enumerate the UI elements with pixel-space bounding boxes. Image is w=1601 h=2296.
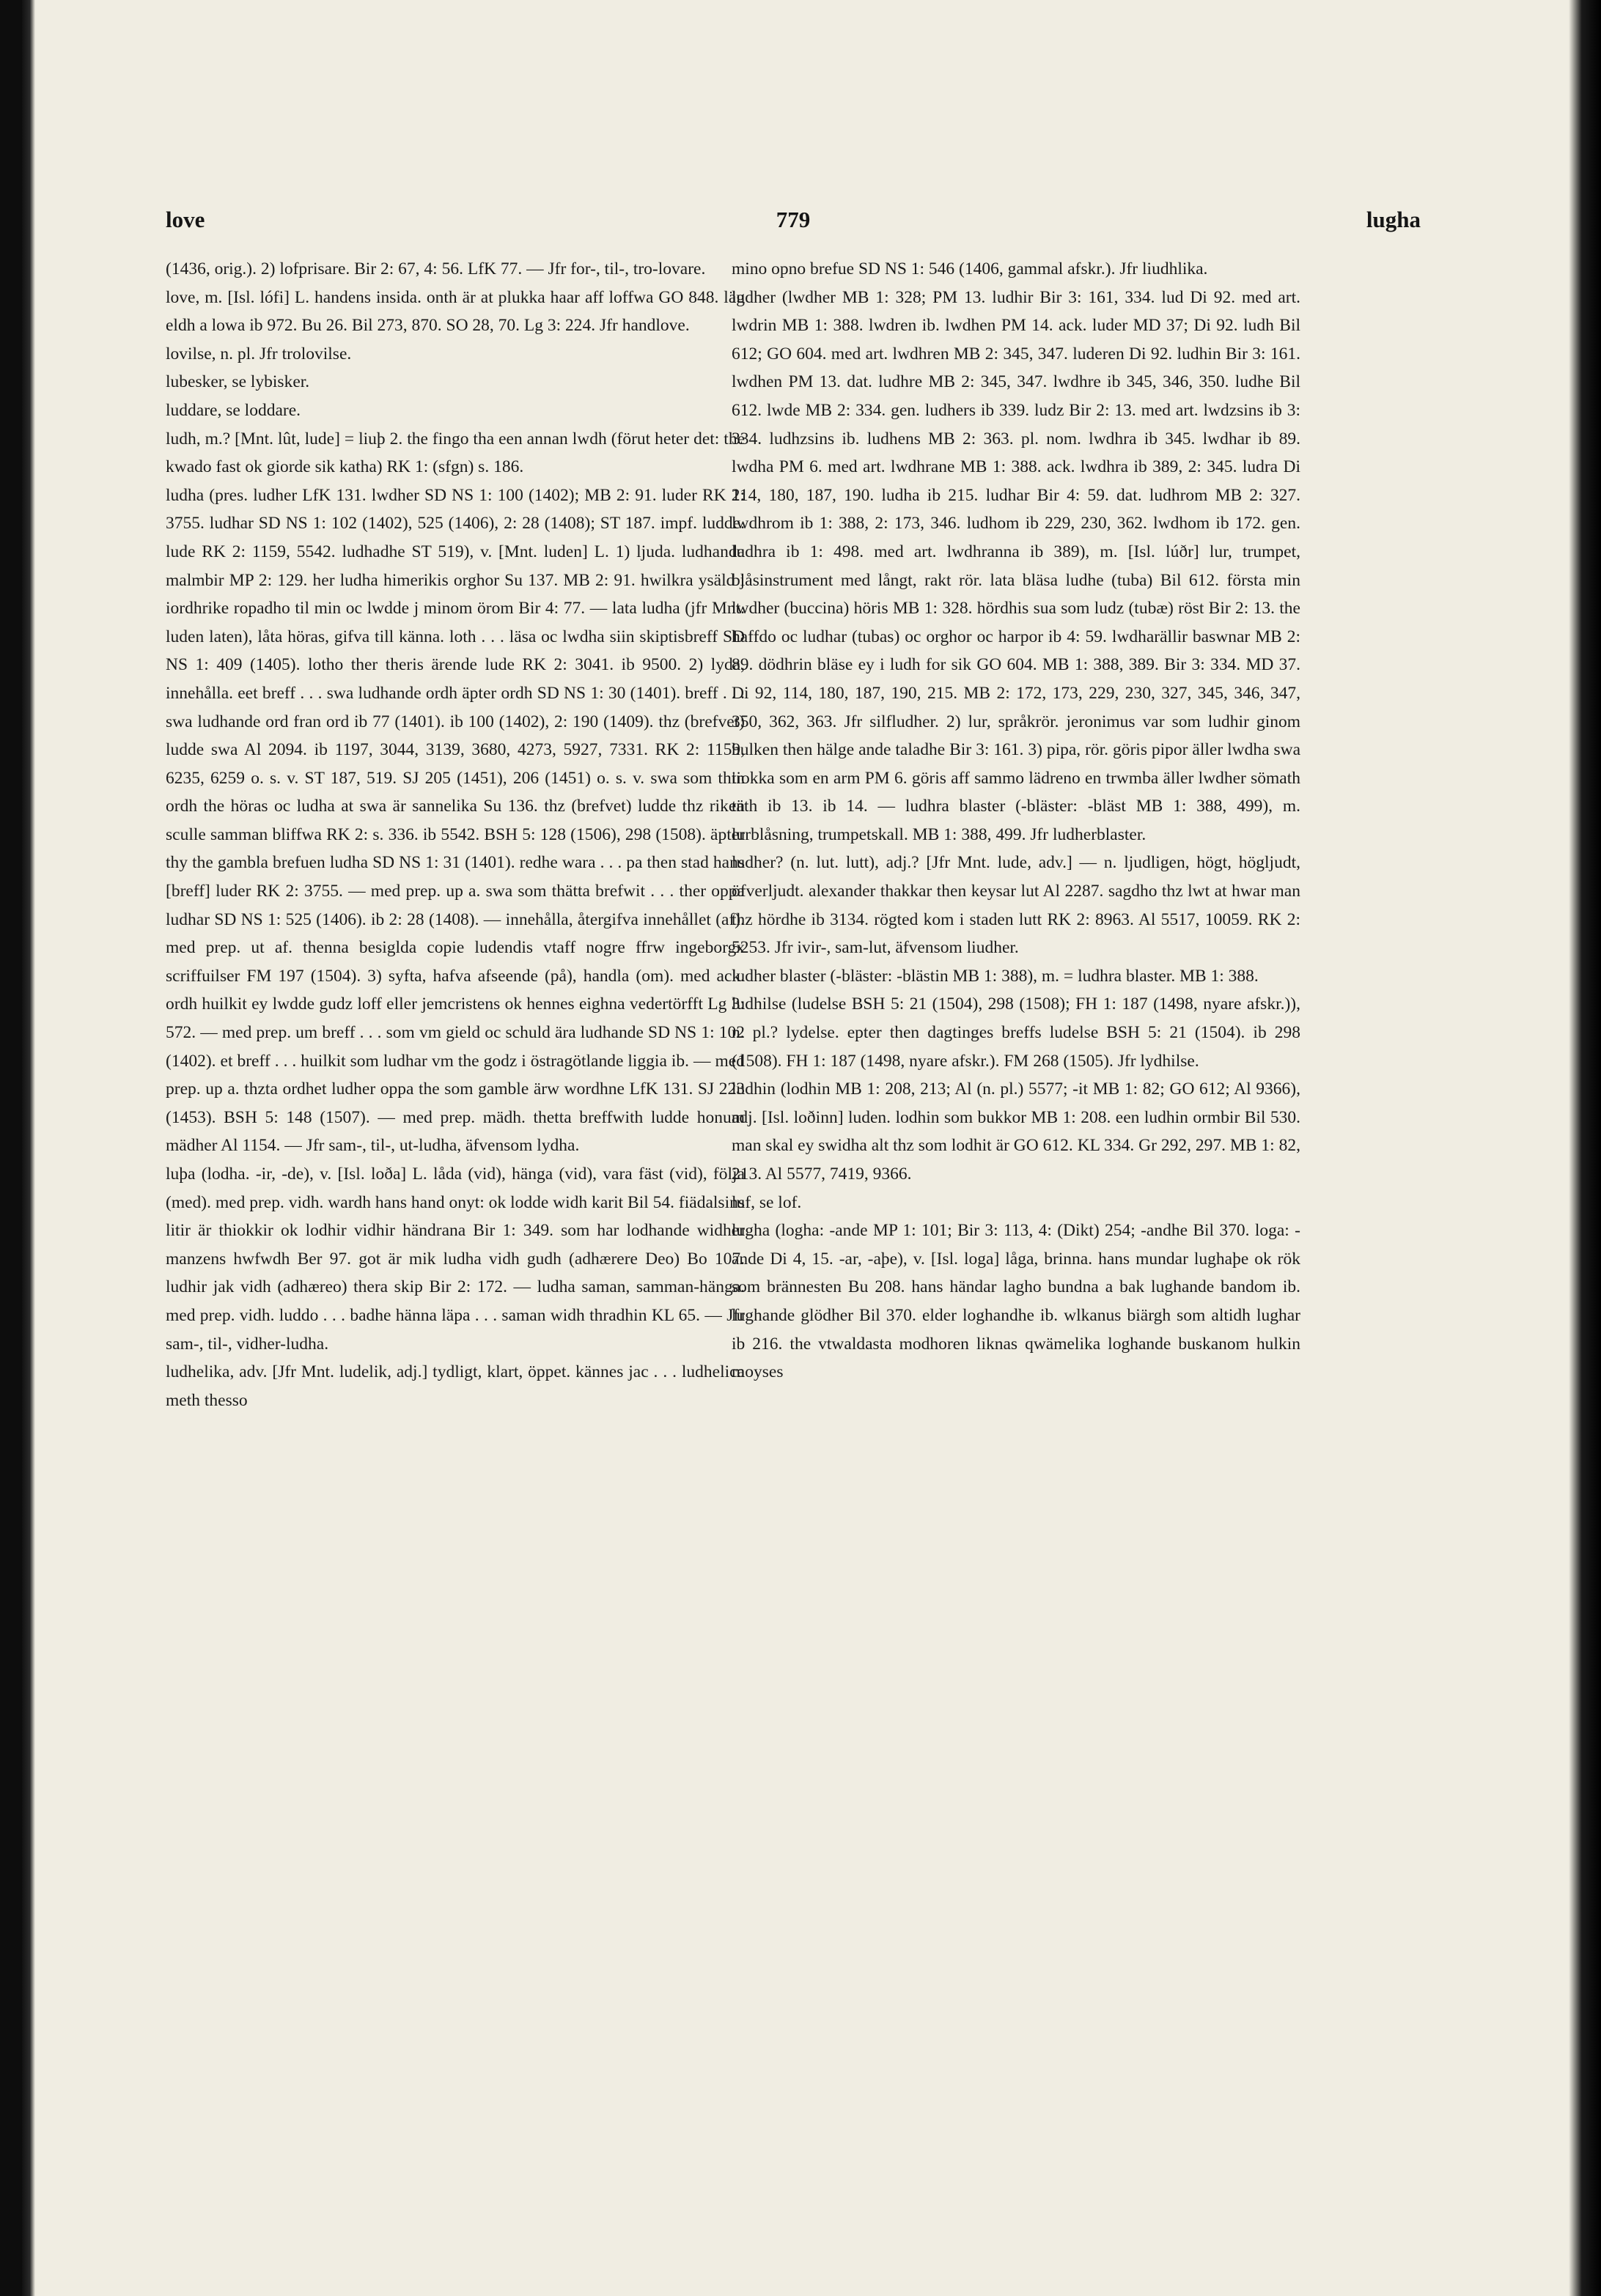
entry: ludha (pres. ludher LfK 131. lwdher SD NS 1: 100 (1402); MB 2: 91. luder RK 2: 3755. ludhar SD NS 1: 102 (1402), 525 (1406), 2: 28 (1408); ST 187. impf. ludde. lude RK 2: 1159, 5542. ludhadhe ST 519), v. [Mnt. luden] L. 1) ljuda. ludhanda malmbir MP 2: 129. her ludha himerikis orghor Su 137. MB 2: 91. hwilkra ysäld j iordhrike ropadho til min oc lwdde j minom örom Bir 4: 77. — lata ludha (jfr Mnt. luden laten), låta höras, gifva till känna. loth . . . läsa oc lwdha siin skiptisbreff SD NS 1: 409 (1405). lotho ther theris ärende lude RK 2: 3041. ib 9500. 2) lyda, innehålla. eet breff . . . swa ludhande ordh äpter ordh SD NS 1: 30 (1401). breff . . . swa ludhande ord fran ord ib 77 (1401). ib 100 (1402), 2: 190 (1409). thz (brefvet) ludde swa Al 2094. ib 1197, 3044, 3139, 3680, 4273, 5927, 7331. RK 2: 1159, 6235, 6259 o. s. v. ST 187, 519. SJ 205 (1451), 206 (1451) o. s. v. swa som thin ordh the höras oc ludha at swa är sannelika Su 136. thz (brefvet) ludde thz riken sculle samman bliffwa RK 2: s. 336. ib 5542. BSH 5: 128 (1506), 298 (1508). äpter thy the gambla brefuen ludha SD NS 1: 31 (1401). redhe wara . . . pa then stad hans [breff] luder RK 2: 3755. — med prep. up a. swa som thätta brefwit . . . ther oppa ludhar SD NS 1: 525 (1406). ib 2: 28 (1408). — innehålla, återgifva innehållet (af). med prep. ut af. thenna besiglda copie ludendis vtaff nogre ffrw ingeborgx scriffuilser FM 197 (1504). 3) syfta, hafva afseende (på), handla (om). med ack. ordh huilkit ey lwdde gudz loff eller jemcristens ok hennes eighna vedertörfft Lg 3: 572. — med prep. um breff . . . som vm gield oc schuld ära ludhande SD NS 1: 102 (1402). et breff . . . huilkit som ludhar vm the godz i östragötlande liggia ib. — med prep. up a. thzta ordhet ludher oppa the som gamble ärw wordhne LfK 131. SJ 223 (1453). BSH 5: 148 (1507). — med prep. mädh. thetta breffwith ludde honum mädher Al 1154. — Jfr sam-, til-, ut-ludha, äfvensom lydha. <box>166 485 745 1156</box>
page-edge-shadow <box>1569 0 1601 2296</box>
entry: ludhilse (ludelse BSH 5: 21 (1504), 298 (1508); FH 1: 187 (1498, nyare afskr.)), n. pl.? lydelse. epter then dagtinges breffs ludelse BSH 5: 21 (1504). ib 298 (1508). FH 1: 187 (1498, nyare afskr.). FM 268 (1505). Jfr lydhilse. <box>732 994 1300 1071</box>
entry: luddare, se loddare. <box>166 400 301 420</box>
left-column <box>166 255 745 1414</box>
entry: ludher? (n. lut. lutt), adj.? [Jfr Mnt. lude, adv.] — n. ljudligen, högt, högljudt, öfverljudt. alexander thakkar then keysar lut Al 2287. sagdho thz lwt at hwar man thz hördhe ib 3134. rögted kom i staden lutt RK 2: 8963. Al 5517, 10059. RK 2: 5253. Jfr ivir-, sam-lut, äfvensom liudher. <box>732 853 1300 958</box>
entry: ludher blaster (-bläster: -blästin MB 1: 388), m. = ludhra blaster. MB 1: 388. <box>732 966 1259 986</box>
entry: lugha (logha: -ande MP 1: 101; Bir 3: 113, 4: (Dikt) 254; -andhe Bil 370. loga: -ande Di 4, 15. -ar, -aþe), v. [Isl. loga] låga, brinna. hans mundar lughaþe ok rök som brännesten Bu 208. hans händar lagho bundna a bak lughande bandom ib. lughande glödher Bil 370. elder loghandhe ib. wlkanus biärgh som altidh lughar ib 216. the vtwaldasta modhoren liknas qwämelika loghande buskanom hulkin moyses <box>732 1221 1300 1382</box>
header-right-guideword: lugha <box>1366 207 1421 232</box>
entry: love, m. [Isl. lófi] L. handens insida. onth är at plukka haar aff loffwa GO 848. läg eldh a lowa ib 972. Bu 26. Bil 273, 870. SO 28, 70. Lg 3: 224. Jfr handlove. <box>166 287 745 336</box>
page <box>22 0 1569 2296</box>
entry: lovilse, n. pl. Jfr trolovilse. <box>166 344 352 363</box>
running-header <box>166 207 1421 236</box>
entry: (1436, orig.). 2) lofprisare. Bir 2: 67, 4: 56. LfK 77. — Jfr for-, til-, tro-lovare. <box>166 259 706 278</box>
entry: ludhelika, adv. [Jfr Mnt. ludelik, adj.] tydligt, klart, öppet. kännes jac . . . ludhelica meth thesso <box>166 1362 745 1410</box>
entry: ludhin (lodhin MB 1: 208, 213; Al (n. pl.) 5577; -it MB 1: 82; GO 612; Al 9366), adj. [Isl. loðinn] luden. lodhin som bukkor MB 1: 208. een ludhin ormbir Bil 530. man skal ey swidha alt thz som lodhit är GO 612. KL 334. Gr 292, 297. MB 1: 82, 213. Al 5577, 7419, 9366. <box>732 1079 1300 1184</box>
entry: lubesker, se lybisker. <box>166 372 310 392</box>
entry: ludher (lwdher MB 1: 328; PM 13. ludhir Bir 3: 161, 334. lud Di 92. med art. lwdrin MB 1: 388. lwdren ib. lwdhen PM 14. ack. luder MD 37; Di 92. ludh Bil 612; GO 604. med art. lwdhren MB 2: 345, 347. luderen Di 92. ludhin Bir 3: 161. lwdhen PM 13. dat. ludhre MB 2: 345, 347. lwdhre ib 345, 346, 350. ludhe Bil 612. lwde MB 2: 334. gen. ludhers ib 339. ludz Bir 2: 13. med art. lwdzsins ib 3: 334. ludhzsins ib. ludhens MB 2: 363. pl. nom. lwdhra ib 345. lwdhar ib 89. lwdha PM 6. med art. lwdhrane MB 1: 388. ack. lwdhra ib 389, 2: 345. ludra Di 114, 180, 187, 190. ludha ib 215. ludhar Bir 4: 59. dat. ludhrom MB 2: 327. lwdhrom ib 1: 388, 2: 173, 346. ludhom ib 229, 230, 362. lwdhom ib 172. gen. ludhra ib 1: 498. med art. lwdhranna ib 389), m. [Isl. lúðr] lur, trumpet, blåsinstrument med långt, rakt rör. lata bläsa ludhe (tuba) Bil 612. första min lwdher (buccina) höris MB 1: 328. hördhis sua som ludz (tubæ) röst Bir 2: 13. the haffdo oc ludhar (tubas) oc orghor oc harpor ib 4: 59. lwdharällir baswnar MB 2: 89. dödhrin bläse ey i ludh for sik GO 604. MB 1: 388, 389. Bir 3: 334. MD 37. Di 92, 114, 180, 187, 190, 215. MB 2: 172, 173, 229, 230, 327, 345, 346, 347, 350, 362, 363. Jfr silfludher. 2) lur, språkrör. jeronimus var som ludhir ginom hulken then hälge ande taladhe Bir 3: 161. 3) pipa, rör. göris pipor äller lwdha swa tiokka som en arm PM 6. göris aff sammo lädreno en trwmba äller lwdher sömath täth ib 13. ib 14. — ludhra blaster (-bläster: -bläst MB 1: 388, 499), m. lurblåsning, trumpetskall. MB 1: 388, 499. Jfr ludherblaster. <box>732 287 1300 844</box>
entry: mino opno brefue SD NS 1: 546 (1406, gammal afskr.). Jfr liudhlika. <box>732 259 1208 278</box>
entry: luf, se lof. <box>732 1192 802 1212</box>
header-left-guideword: love <box>166 207 205 232</box>
page-number: 779 <box>776 207 811 232</box>
book-spine <box>22 0 35 2296</box>
entry: ludh, m.? [Mnt. lût, lude] = liuþ 2. the fingo tha een annan lwdh (förut heter det: the kwado fast ok giorde sik katha) RK 1: (sfgn) s. 186. <box>166 429 745 477</box>
right-column <box>732 255 1300 1387</box>
entry: luþa (lodha. -ir, -de), v. [Isl. loða] L. låda (vid), hänga (vid), vara fäst (vid), följa (med). med prep. vidh. wardh hans hand onyt: ok lodde widh karit Bil 54. fiädalsins litir är thiokkir ok lodhir vidhir händrana Bir 1: 349. som har lodhande widher manzens hwfwdh Ber 97. got är mik ludha vidh gudh (adhærere Deo) Bo 107. ludhir jak vidh (adhæreo) thera skip Bir 2: 172. — ludha saman, samman-hänga. med prep. vidh. luddo . . . badhe hänna läpa . . . saman widh thradhin KL 65. — Jfr sam-, til-, vidher-ludha. <box>166 1164 745 1354</box>
